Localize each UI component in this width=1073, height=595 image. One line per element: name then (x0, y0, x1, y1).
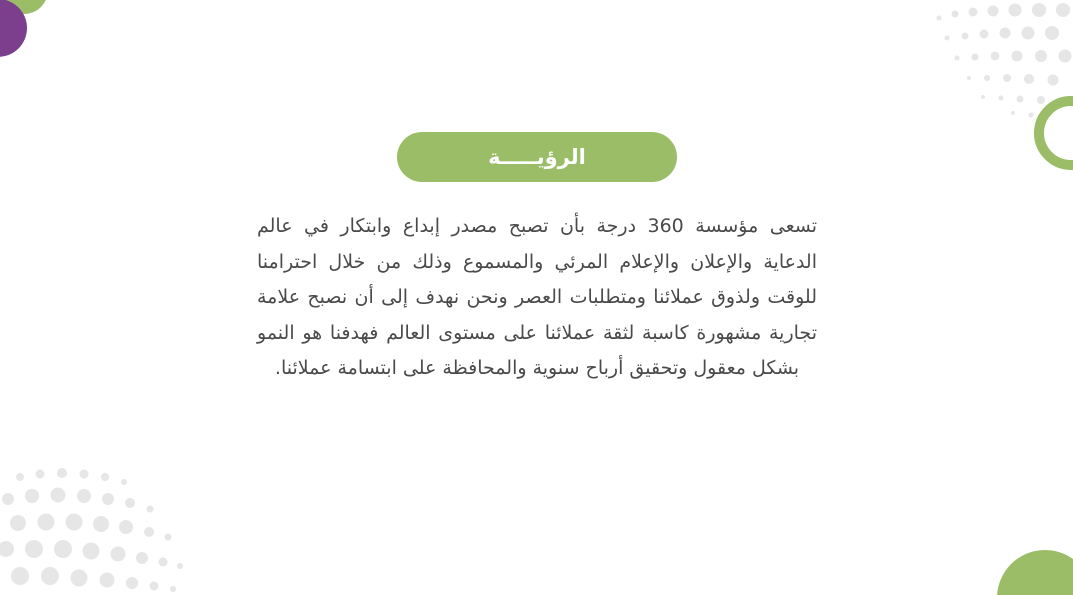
decor-top-left-circles (0, 0, 60, 70)
vision-title-pill (397, 132, 677, 182)
decor-bottom-left-dot-sphere (0, 465, 190, 595)
vision-paragraph: تسعى مؤسسة 360 درجة بأن تصبح مصدر إبداع وابتكار في عالم الدعاية والإعلان والإعلام المرئي والمسموع وذلك من خلال احترامنا للوقت ولذوق عملائنا ومتطلبات العصر ونحن نهدف إلى أن نصبح علامة تجارية مشهورة كاسبة لثقة عملائنا على مستوى العالم فهدفنا هو النمو بشكل معقول وتحقيق أرباح سنوية والمحافظة على ابتسامة عملائنا. (257, 215, 817, 379)
vision-title: الرؤيـــــة (488, 144, 586, 169)
decor-right-green-ring (1030, 92, 1073, 174)
decor-bottom-right-green-circle (995, 540, 1073, 595)
